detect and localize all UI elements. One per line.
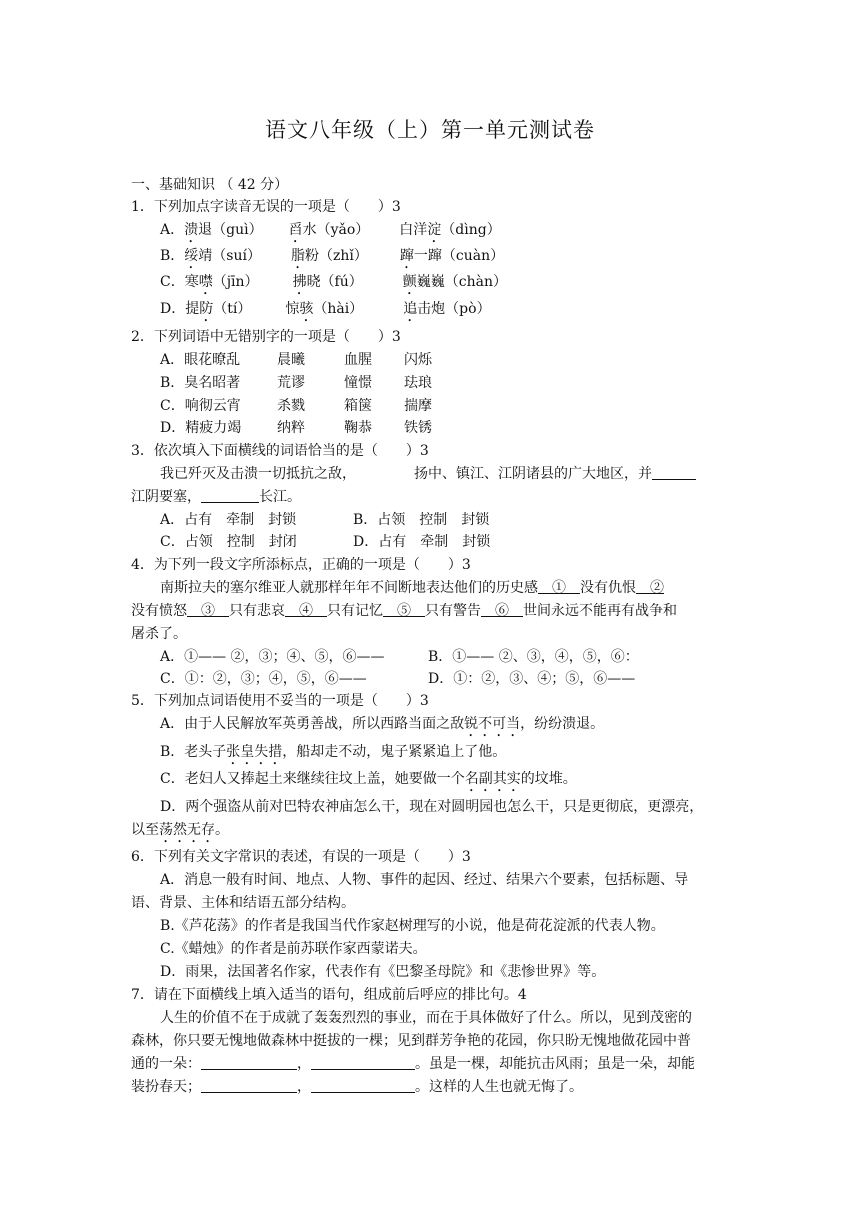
question-5-option-b: B．老头子张皇失措，船却走不动，鬼子紧紧追上了他。	[160, 744, 507, 760]
question-4-passage-line-3: 屠杀了。	[131, 626, 187, 642]
answer-blank-2[interactable]	[311, 1055, 415, 1070]
question-3-passage-line-2: 江阴要塞， 长江。	[131, 489, 301, 505]
question-3-stem: 3．依次填入下面横线的词语恰当的是（ ）3	[131, 443, 429, 459]
answer-blank-3[interactable]	[201, 1078, 297, 1093]
question-1-option-a: A．溃退（guì） 舀水（yǎo） 白洋淀（dìng）	[160, 222, 501, 238]
answer-blank-1[interactable]	[201, 1055, 297, 1070]
question-6-option-d: D．雨果，法国著名作家，代表作有《巴黎圣母院》和《悲惨世界》等。	[160, 964, 606, 980]
section-heading: 一、基础知识 （ 42 分）	[131, 177, 289, 193]
question-4-options-row-2: C．①：②，③；④，⑤，⑥—— D．①：②，③、④；⑤，⑥——	[160, 671, 636, 687]
question-1-option-d: D．提防（tí） 惊骇（hài） 追击炮（pò）	[160, 301, 491, 317]
question-4-stem: 4．为下列一段文字所添标点，正确的一项是（ ）3	[131, 557, 471, 573]
question-3-options-row-2: C．占领 控制 封闭 D．占有 牵制 封锁	[160, 534, 491, 550]
question-4-options-row-1: A．①—— ②，③；④、⑤，⑥—— B．①—— ②、③，④，⑤，⑥：	[160, 649, 639, 665]
question-7-passage-line-3: 通的一朵： ， 。虽是一棵，却能抗击风雨；虽是一朵，却能	[131, 1056, 695, 1072]
question-4-passage-line-1: 南斯拉夫的塞尔维亚人就那样年年不间断地表达他们的历史感 ① 没有仇恨 ②	[160, 580, 664, 596]
question-6-option-a-line-1: A．消息一般有时间、地点、人物、事件的起因、经过、结果六个要素，包括标题、导	[160, 872, 689, 888]
question-1-option-b: B．绥靖（suí） 脂粉（zhǐ） 蹿一蹿（cuàn）	[160, 248, 505, 264]
question-5-option-d-line-1: D．两个强盗从前对巴特农神庙怎么干，现在对圆明园也怎么干，只是更彻底，更漂亮，	[160, 799, 704, 815]
question-6-option-c: C.《蜡烛》的作者是前苏联作家西蒙诺夫。	[160, 941, 427, 957]
question-7-passage-line-4: 装扮春天； ， 。这样的人生也就无悔了。	[131, 1079, 583, 1095]
question-7-passage-line-2: 森林，你只要无愧地做森林中挺拔的一棵；见到群芳争艳的花园，你只盼无愧地做花园中普	[131, 1033, 691, 1049]
question-6-option-b: B.《芦花荡》的作者是我国当代作家赵树理写的小说，他是荷花淀派的代表人物。	[160, 918, 665, 934]
question-6-option-a-line-2: 语、背景、主体和结语五部分结构。	[131, 895, 355, 911]
question-3-options-row-1: A．占有 牵制 封锁 B．占领 控制 封锁	[160, 512, 490, 528]
question-1-stem: 1．下列加点字读音无误的一项是（ ）3	[131, 199, 401, 215]
question-6-stem: 6．下列有关文字常识的表述，有误的一项是（ ）3	[131, 849, 471, 865]
question-4-passage-line-2: 没有愤怒 ③ 只有悲哀 ④ 只有记忆 ⑤ 只有警告 ⑥ 世间永远不能再有战争和	[131, 603, 677, 619]
question-2-option-b: B．臭名昭著 荒谬 憧憬 珐琅	[160, 375, 432, 391]
question-2-option-d: D．精疲力竭 纳粹 鞠恭 铁锈	[160, 420, 432, 436]
page-title: 语文八年级（上）第一单元测试卷	[265, 118, 595, 142]
question-2-option-c: C．响彻云宵 杀戮 箱箧 揣摩	[160, 398, 432, 414]
question-5-option-a: A．由于人民解放军英勇善战，所以西路当面之敌锐不可当，纷纷溃退。	[160, 716, 605, 732]
question-5-stem: 5．下列加点词语使用不妥当的一项是（ ）3	[131, 693, 429, 709]
question-1-option-c: C．寒噤（jīn） 拂晓（fú） 颤巍巍（chàn）	[160, 274, 507, 290]
question-5-option-c: C．老妇人又捧起土来继续往坟上盖，她要做一个名副其实的坟堆。	[160, 771, 577, 787]
question-7-stem: 7．请在下面横线上填入适当的语句，组成前后呼应的排比句。4	[131, 987, 527, 1003]
question-7-passage-line-1: 人生的价值不在于成就了轰轰烈烈的事业，而在于具体做好了什么。所以，见到茂密的	[160, 1010, 692, 1026]
question-2-stem: 2．下列词语中无错别字的一项是（ ）3	[131, 329, 401, 345]
question-2-option-a: A．眼花暸乱 晨曦 血腥 闪烁	[160, 352, 432, 368]
answer-blank-4[interactable]	[311, 1078, 415, 1093]
question-3-passage-line-1: 我已歼灭及击溃一切抵抗之敌， 扬中、镇江、江阴诸县的广大地区，并	[160, 464, 696, 484]
question-5-option-d-line-2: 以至荡然无存。	[131, 822, 229, 838]
